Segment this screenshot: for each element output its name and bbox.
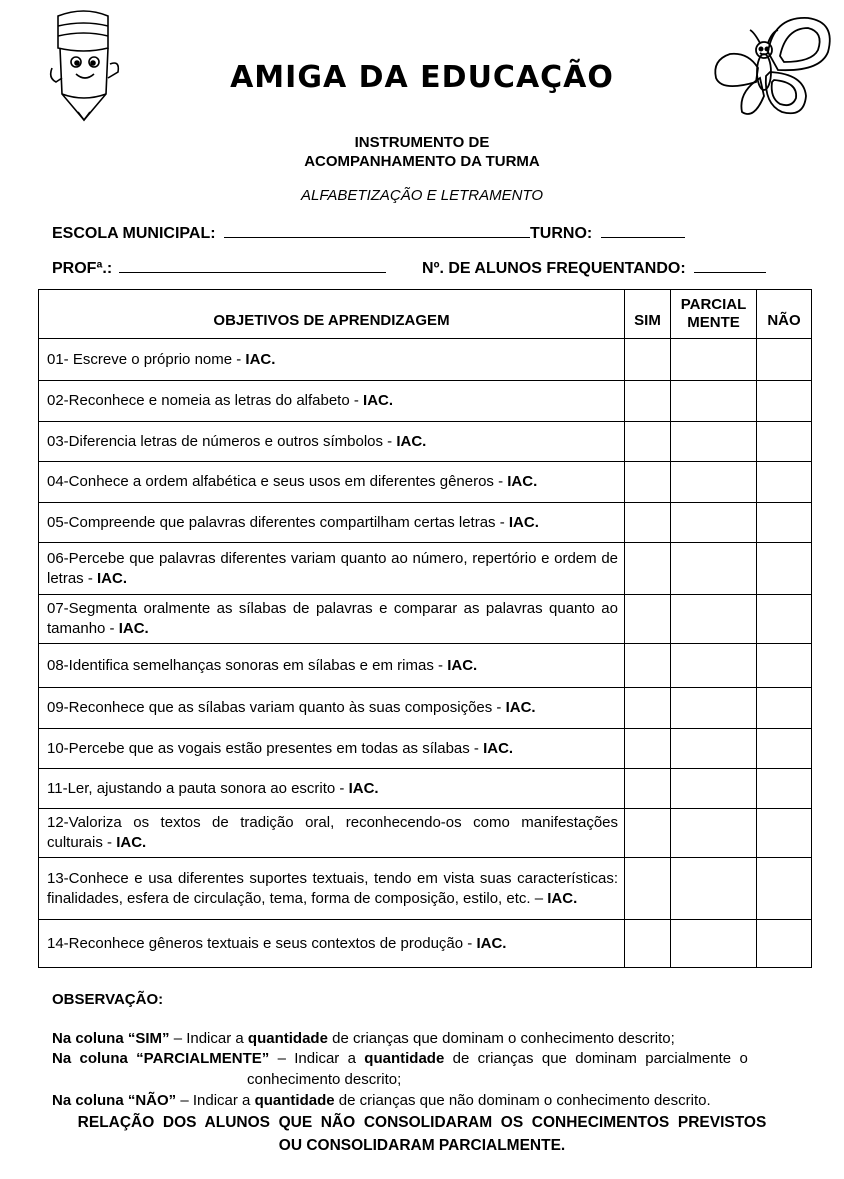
prof-label: PROFª.:	[52, 260, 113, 277]
table-header-row	[39, 290, 812, 339]
nao-cell[interactable]	[757, 920, 812, 968]
brand-title: AMIGA DA EDUCAÇÃO	[230, 60, 614, 95]
objective-tag: IAC.	[547, 889, 578, 907]
obs-parc-rest: de crianças que dominam parcialmente o	[444, 1050, 748, 1067]
parcialmente-cell[interactable]	[671, 462, 757, 503]
objective-tag: IAC.	[348, 779, 379, 797]
sim-cell[interactable]	[625, 595, 671, 644]
objective-text	[39, 543, 625, 595]
sim-cell[interactable]	[625, 543, 671, 595]
obs-parc-cont: conhecimento descrito;	[247, 1071, 402, 1088]
parcialmente-cell[interactable]	[671, 809, 757, 858]
table-row	[39, 381, 812, 422]
objective-tag: IAC.	[245, 350, 276, 368]
nao-cell[interactable]	[757, 339, 812, 381]
escola-field[interactable]	[224, 223, 530, 238]
obs-sim-rest: de crianças que dominam o conhecimento descrito;	[327, 1030, 675, 1047]
objective-text	[39, 688, 625, 729]
escola-turno-row	[52, 223, 685, 243]
relacao-line2: OU CONSOLIDARAM PARCIALMENTE.	[278, 1137, 566, 1154]
observacao-parcial	[52, 1050, 748, 1067]
objective-text	[39, 809, 625, 858]
obs-nao-mid: – Indicar a	[176, 1092, 255, 1109]
sim-cell[interactable]	[625, 339, 671, 381]
table-row	[39, 543, 812, 595]
relacao-line1: RELAÇÃO DOS ALUNOS QUE NÃO CONSOLIDARAM OS CONHECIMENTOS PREVISTOS	[77, 1114, 767, 1131]
objective-description: 06-Percebe que palavras diferentes variam quanto ao número, repertório e ordem de letras -	[47, 549, 618, 587]
nao-cell[interactable]	[757, 644, 812, 688]
document-subtitle: ALFABETIZAÇÃO E LETRAMENTO	[301, 187, 543, 204]
observacao-nao	[52, 1092, 711, 1109]
objective-tag: IAC.	[97, 569, 128, 587]
parcialmente-cell[interactable]	[671, 595, 757, 644]
alunos-field[interactable]	[694, 258, 766, 273]
table-row	[39, 769, 812, 809]
obs-nao-prefix: Na coluna “NÃO”	[52, 1092, 177, 1109]
table-row	[39, 688, 812, 729]
sim-cell[interactable]	[625, 920, 671, 968]
document-title-line1: INSTRUMENTO DE	[354, 134, 490, 151]
table-row	[39, 644, 812, 688]
objective-description: 13-Conhece e usa diferentes suportes textuais, tendo em vista suas características: finalidades, esfera de circulação, tema, forma de composição, estilo, etc. –	[47, 869, 618, 907]
objective-text	[39, 729, 625, 769]
objective-tag: IAC.	[507, 473, 538, 490]
table-row	[39, 462, 812, 503]
objective-tag: IAC.	[116, 834, 147, 851]
objective-text	[39, 920, 625, 968]
parcialmente-cell[interactable]	[671, 644, 757, 688]
table-row	[39, 339, 812, 381]
objective-text	[39, 422, 625, 462]
sim-cell[interactable]	[625, 462, 671, 503]
objective-tag: IAC.	[476, 934, 507, 952]
objective-description: 03-Diferencia letras de números e outros símbolos -	[47, 432, 397, 450]
objective-description: 08-Identifica semelhanças sonoras em sílabas e em rimas -	[47, 656, 448, 674]
prof-alunos-row	[52, 258, 766, 278]
sim-cell[interactable]	[625, 381, 671, 422]
header-parcial-line1: PARCIAL	[680, 296, 747, 313]
header-sim: SIM	[625, 290, 671, 339]
observacao-sim	[52, 1030, 675, 1047]
objective-tag: IAC.	[363, 392, 394, 409]
objectives-table	[38, 289, 812, 968]
sim-cell[interactable]	[625, 644, 671, 688]
turno-field[interactable]	[601, 223, 685, 238]
objective-text	[39, 503, 625, 543]
nao-cell[interactable]	[757, 503, 812, 543]
nao-cell[interactable]	[757, 729, 812, 769]
table-row	[39, 809, 812, 858]
objective-tag: IAC.	[447, 656, 478, 674]
objective-description: 02-Reconhece e nomeia as letras do alfabeto -	[47, 392, 364, 409]
table-row	[39, 422, 812, 462]
obs-nao-rest: de crianças que não dominam o conhecimento descrito.	[334, 1092, 711, 1109]
obs-sim-qty: quantidade	[247, 1030, 328, 1047]
parcialmente-cell[interactable]	[671, 920, 757, 968]
obs-parc-qty: quantidade	[364, 1050, 445, 1067]
objective-description: 09-Reconhece que as sílabas variam quanto às suas composições -	[47, 699, 506, 716]
nao-cell[interactable]	[757, 769, 812, 809]
table-row	[39, 920, 812, 968]
objective-description: 14-Reconhece gêneros textuais e seus contextos de produção -	[47, 934, 477, 952]
objective-description: 04-Conhece a ordem alfabética e seus usos em diferentes gêneros -	[47, 473, 508, 490]
sim-cell[interactable]	[625, 503, 671, 543]
table-row	[39, 503, 812, 543]
objective-text	[39, 858, 625, 920]
objective-description: 01- Escreve o próprio nome -	[47, 350, 246, 368]
obs-nao-qty: quantidade	[254, 1092, 335, 1109]
obs-parc-prefix: Na coluna “PARCIALMENTE”	[52, 1050, 270, 1067]
escola-label: ESCOLA MUNICIPAL:	[52, 225, 216, 242]
parcialmente-cell[interactable]	[671, 688, 757, 729]
sim-cell[interactable]	[625, 858, 671, 920]
parcialmente-cell[interactable]	[671, 769, 757, 809]
obs-sim-mid: – Indicar a	[169, 1030, 248, 1047]
nao-cell[interactable]	[757, 688, 812, 729]
objective-text	[39, 339, 625, 381]
table-row	[39, 595, 812, 644]
parcialmente-cell[interactable]	[671, 543, 757, 595]
nao-cell[interactable]	[757, 422, 812, 462]
objective-text	[39, 381, 625, 422]
sim-cell[interactable]	[625, 688, 671, 729]
sim-cell[interactable]	[625, 422, 671, 462]
objective-text	[39, 769, 625, 809]
objective-description: 12-Valoriza os textos de tradição oral, reconhecendo-os como manifestações culturais -	[47, 814, 618, 851]
parcialmente-cell[interactable]	[671, 729, 757, 769]
header-nao: NÃO	[757, 290, 812, 339]
parcialmente-cell[interactable]	[671, 422, 757, 462]
observacao-label: OBSERVAÇÃO:	[52, 991, 164, 1008]
turno-label: TURNO:	[530, 225, 593, 242]
obs-parc-mid: – Indicar a	[269, 1050, 365, 1067]
parcialmente-cell[interactable]	[671, 381, 757, 422]
sim-cell[interactable]	[625, 769, 671, 809]
objective-tag: IAC.	[483, 739, 514, 757]
objective-text	[39, 644, 625, 688]
parcialmente-cell[interactable]	[671, 858, 757, 920]
objective-text	[39, 595, 625, 644]
nao-cell[interactable]	[757, 595, 812, 644]
alunos-label: Nº. DE ALUNOS FREQUENTANDO:	[422, 260, 686, 277]
nao-cell[interactable]	[757, 543, 812, 595]
nao-cell[interactable]	[757, 381, 812, 422]
objective-description: 05-Compreende que palavras diferentes compartilham certas letras -	[47, 513, 509, 531]
header-objetivos: OBJETIVOS DE APRENDIZAGEM	[39, 290, 625, 339]
table-row	[39, 858, 812, 920]
parcialmente-cell[interactable]	[671, 503, 757, 543]
objective-tag: IAC.	[508, 513, 539, 531]
obs-sim-prefix: Na coluna “SIM”	[52, 1030, 170, 1047]
parcialmente-cell[interactable]	[671, 339, 757, 381]
objective-tag: IAC.	[118, 620, 149, 637]
sim-cell[interactable]	[625, 809, 671, 858]
objective-description: 07-Segmenta oralmente as sílabas de palavras e comparar as palavras quanto ao tamanho -	[47, 600, 618, 637]
header-parcialmente	[671, 290, 757, 339]
header-parcial-line2: MENTE	[687, 314, 740, 331]
sim-cell[interactable]	[625, 729, 671, 769]
objective-text	[39, 462, 625, 503]
document-title-line2: ACOMPANHAMENTO DA TURMA	[304, 153, 540, 170]
objective-tag: IAC.	[396, 432, 427, 450]
nao-cell[interactable]	[757, 462, 812, 503]
objective-description: 10-Percebe que as vogais estão presentes em todas as sílabas -	[47, 739, 484, 757]
nao-cell[interactable]	[757, 858, 812, 920]
table-row	[39, 729, 812, 769]
objective-description: 11-Ler, ajustando a pauta sonora ao escrito -	[47, 779, 349, 797]
prof-field[interactable]	[119, 258, 386, 273]
nao-cell[interactable]	[757, 809, 812, 858]
objective-tag: IAC.	[505, 699, 536, 716]
